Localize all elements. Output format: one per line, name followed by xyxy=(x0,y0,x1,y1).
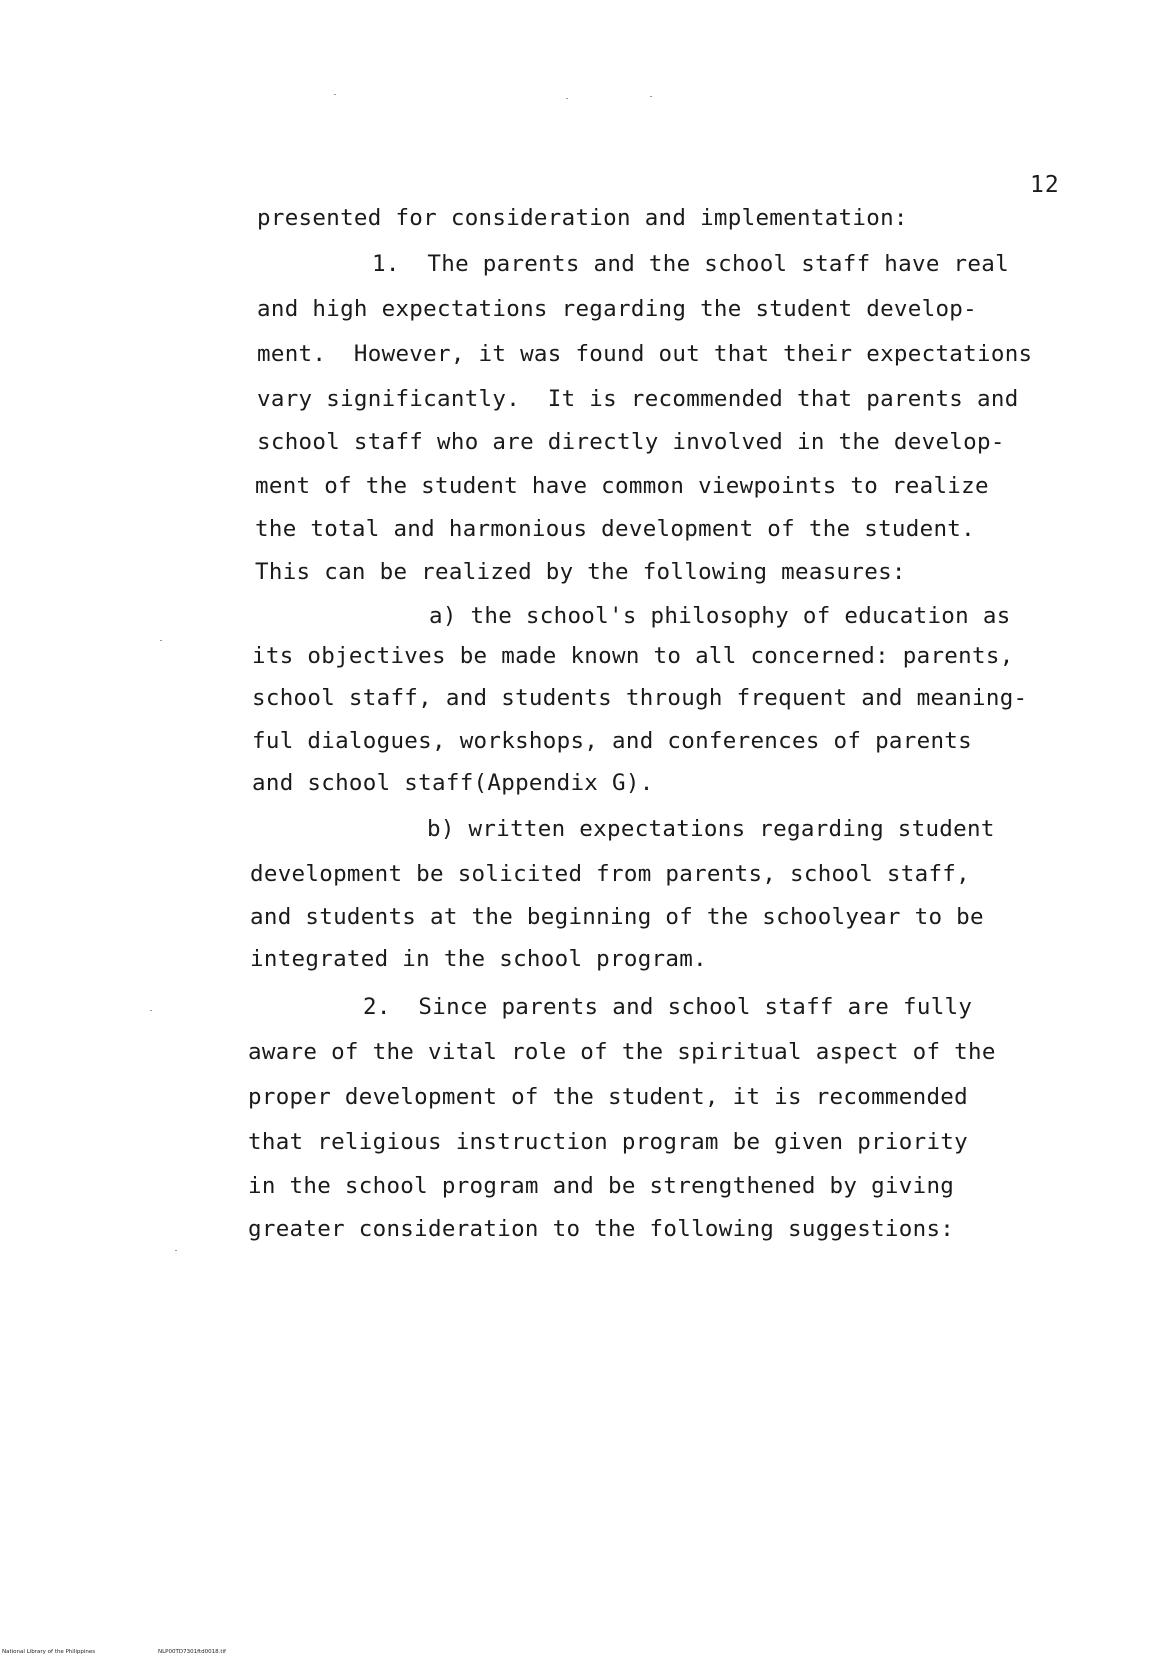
text-line: in the school program and be strengthened by giving xyxy=(248,1173,955,1199)
text-line: the total and harmonious development of the student. xyxy=(255,516,975,542)
text-line: proper development of the student, it is recommended xyxy=(248,1084,968,1110)
text-line: a) the school's philosophy of education as xyxy=(429,603,1011,629)
text-line: b) written expectations regarding student xyxy=(427,816,995,842)
text-line: vary significantly. It is recommended that parents and xyxy=(257,386,1019,412)
scan-speck xyxy=(150,1010,152,1011)
text-line: and school staff(Appendix G). xyxy=(252,770,654,796)
text-line: that religious instruction program be given priority xyxy=(248,1129,968,1155)
scan-speck xyxy=(175,1250,177,1251)
text-line: school staff who are directly involved in the develop- xyxy=(257,429,1005,455)
scan-speck xyxy=(334,94,336,95)
text-line: integrated in the school program. xyxy=(250,946,707,972)
text-line: aware of the vital role of the spiritual aspect of the xyxy=(248,1039,996,1065)
scan-speck xyxy=(160,640,162,641)
text-line: 2. Since parents and school staff are fully xyxy=(363,994,973,1020)
scan-speck xyxy=(566,98,568,99)
footer-library: National Library of the Philippines xyxy=(2,1649,96,1655)
page-number: 12 xyxy=(1030,172,1060,198)
text-line: and high expectations regarding the student develop- xyxy=(257,296,977,322)
footer-file: NLP00TD7301ftd0018.tif xyxy=(158,1649,226,1655)
text-line: This can be realized by the following measures: xyxy=(255,559,906,585)
text-line: greater consideration to the following suggestions: xyxy=(248,1216,955,1242)
text-line: and students at the beginning of the schoolyear to be xyxy=(250,904,984,930)
text-line: ment of the student have common viewpoints to realize xyxy=(255,473,989,499)
text-line: school staff, and students through frequent and meaning- xyxy=(252,685,1028,711)
scan-speck xyxy=(650,96,652,97)
text-line: presented for consideration and implementation: xyxy=(257,205,908,231)
text-line: ful dialogues, workshops, and conferences of parents xyxy=(252,728,972,754)
text-line: ment. However, it was found out that their expectations xyxy=(257,341,1033,367)
text-line: 1. The parents and the school staff have real xyxy=(372,251,1009,277)
text-line: its objectives be made known to all concerned: parents, xyxy=(252,643,1014,669)
text-line: development be solicited from parents, school staff, xyxy=(250,861,970,887)
